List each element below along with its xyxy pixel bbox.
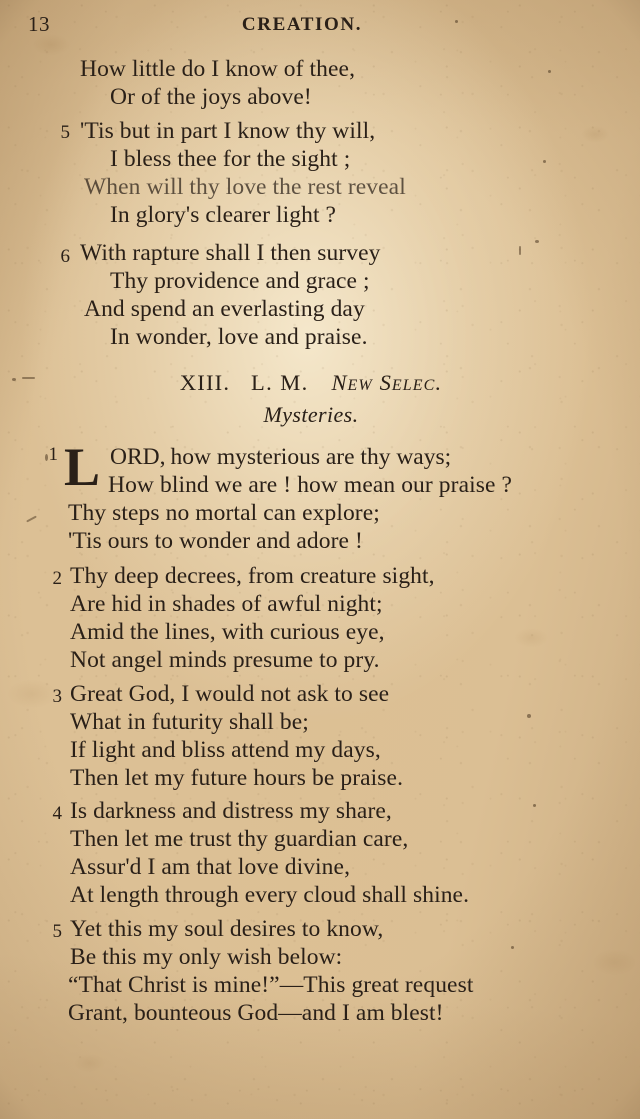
running-head: CREATION. [241,14,363,35]
verse-line: With rapture shall I then survey [80,240,381,266]
verse-line: How blind we are ! how mean our praise ? [108,472,513,498]
verse-line: Is darkness and distress my share, [70,798,392,824]
verse-line: If light and bliss attend my days, [70,737,381,763]
verse-line: Then let my future hours be praise. [70,765,404,791]
verse-line: Thy deep decrees, from creature sight, [70,563,435,589]
verse-line: And spend an everlasting day [84,296,365,322]
margin-ink-fleck [548,70,551,73]
hymn-heading [0,370,640,396]
verse-line: What in futurity shall be; [70,709,309,735]
stanza-number: 5 [60,122,70,143]
stanza-number: 5 [52,921,62,942]
verse-line: How little do I know of thee, [80,56,356,82]
verse-line: Assur'd I am that love divine, [70,854,351,880]
stanza-number: 6 [60,246,70,267]
verse-line: In wonder, love and praise. [110,324,368,350]
dropcap-rest: ORD, [110,444,166,470]
verse-line: Yet this my soul desires to know, [70,916,384,942]
verse-line: In glory's clearer light ? [110,202,337,228]
margin-ink-fleck [455,20,458,23]
verse-line: Not angel minds presume to pry. [70,647,380,673]
verse-line: 'Tis ours to wonder and adore ! [68,528,363,554]
verse-line: Then let me trust thy guardian care, [70,826,409,852]
verse-line: Or of the joys above! [110,84,312,110]
verse-line: Are hid in shades of awful night; [70,591,383,617]
margin-ink-fleck [527,714,531,718]
hymn-tune-source: New Selec. [331,370,443,395]
stanza-number: 3 [52,686,62,707]
stanza-number: 4 [52,803,62,824]
hymn-number: XIII. [179,370,231,395]
margin-ink-fleck [12,378,16,381]
page-folio-number: 13 [28,12,50,36]
stanza-number: 1 [48,444,58,465]
verse-line: Be this my only wish below: [70,944,343,970]
margin-ink-fleck [26,516,37,523]
margin-ink-fleck [511,946,514,949]
verse-line: Amid the lines, with curious eye, [70,619,385,645]
verse-line: I bless thee for the sight ; [110,146,351,172]
margin-ink-fleck [519,246,521,255]
verse-line: how mysterious are thy ways; [170,444,452,470]
verse-line: Great God, I would not ask to see [70,681,390,707]
stanza-number: 2 [52,568,62,589]
verse-line: 'Tis but in part I know thy will, [80,118,376,144]
margin-ink-fleck [535,240,539,243]
verse-line: “That Christ is mine!”—This great request [68,972,474,998]
hymn-meter: L. M. [251,370,309,395]
dropcap-continuation [110,444,451,471]
margin-ink-fleck [22,377,35,379]
verse-line: At length through every cloud shall shine. [70,882,470,908]
hymn-subject: Mysteries. [263,402,359,427]
verse-line: Grant, bounteous God—and I am blest! [68,1000,444,1026]
margin-ink-fleck [543,160,546,163]
margin-ink-fleck [533,804,536,807]
margin-ink-fleck [45,454,48,461]
verse-line: When will thy love the rest reveal [84,174,406,200]
verse-line: Thy steps no mortal can explore; [68,500,380,526]
verse-line: Thy providence and grace ; [110,268,370,294]
drop-cap: L [64,437,101,497]
